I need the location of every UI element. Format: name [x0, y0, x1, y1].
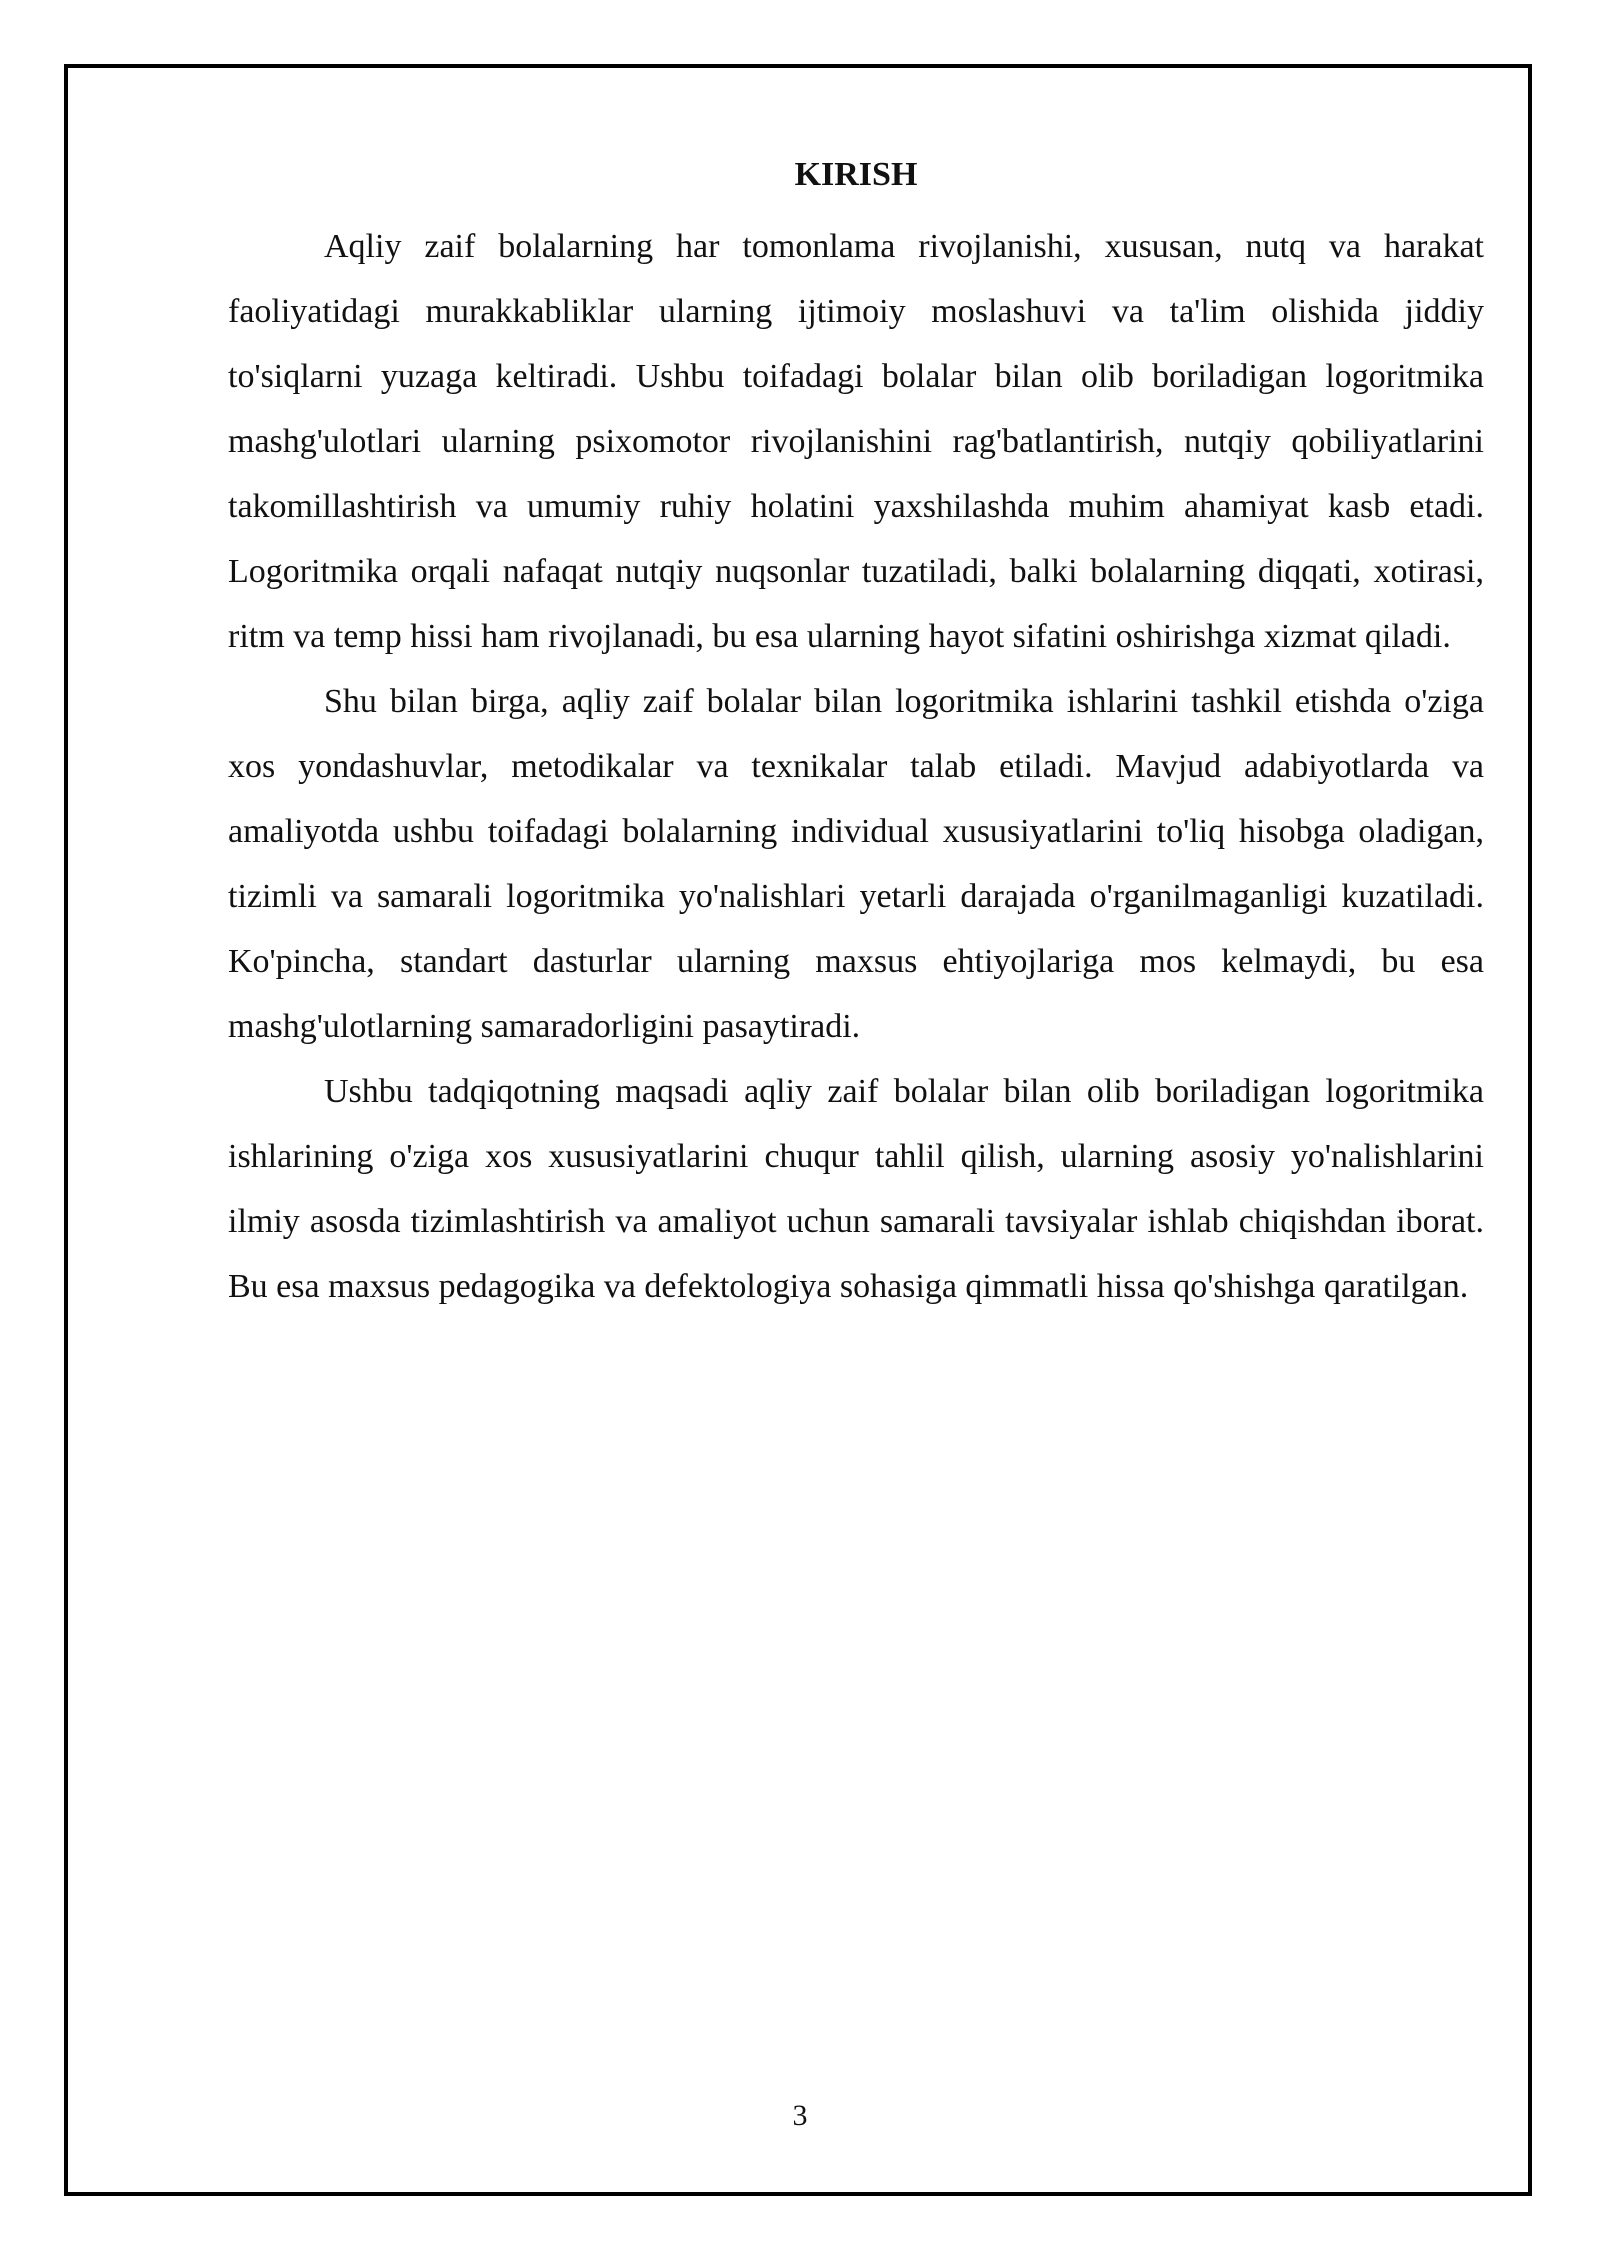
paragraph-3: Ushbu tadqiqotning maqsadi aqliy zaif bolalar bilan olib boriladigan logoritmika ishlarining o'ziga xos xususiyatlarini chuqur tahlil qilish, ularning asosiy yo'nalishlarini ilmiy asosda tizimlashtirish va amaliyot uchun samarali tavsiyalar ishlab chiqishdan iborat. Bu esa maxsus pedagogika va defektologiya sohasiga qimmatli hissa qo'shishga qaratilgan.	[228, 1073, 1484, 1305]
paragraph-2: Shu bilan birga, aqliy zaif bolalar bilan logoritmika ishlarini tashkil etishda o'ziga xos yondashuvlar, metodikalar va texnikalar talab etiladi. Mavjud adabiyotlarda va amaliyotda ushbu toifadagi bolalarning individual xususiyatlarini to'liq hisobga oladigan, tizimli va samarali logoritmika yo'nalishlari yetarli darajada o'rganilmaganligi kuzatiladi. Ko'pincha, standart dasturlar ularning maxsus ehtiyojlariga mos kelmaydi, bu esa mashg'ulotlarning samaradorligini pasaytiradi.	[228, 683, 1484, 1045]
document-body	[228, 150, 1484, 1319]
page-number: 3	[792, 2099, 808, 2132]
paragraph-1: Aqliy zaif bolalarning har tomonlama rivojlanishi, xususan, nutq va harakat faoliyatidagi murakkabliklar ularning ijtimoiy moslashuvi va ta'lim olishida jiddiy to'siqlarni yuzaga keltiradi. Ushbu toifadagi bolalar bilan olib boriladigan logoritmika mashg'ulotlari ularning psixomotor rivojlanishini rag'batlantirish, nutqiy qobiliyatlarini takomillashtirish va umumiy ruhiy holatini yaxshilashda muhim ahamiyat kasb etadi. Logoritmika orqali nafaqat nutqiy nuqsonlar tuzatiladi, balki bolalarning diqqati, xotirasi, ritm va temp hissi ham rivojlanadi, bu esa ularning hayot sifatini oshirishga xizmat qiladi.	[228, 228, 1484, 655]
section-heading: KIRISH	[794, 156, 918, 193]
